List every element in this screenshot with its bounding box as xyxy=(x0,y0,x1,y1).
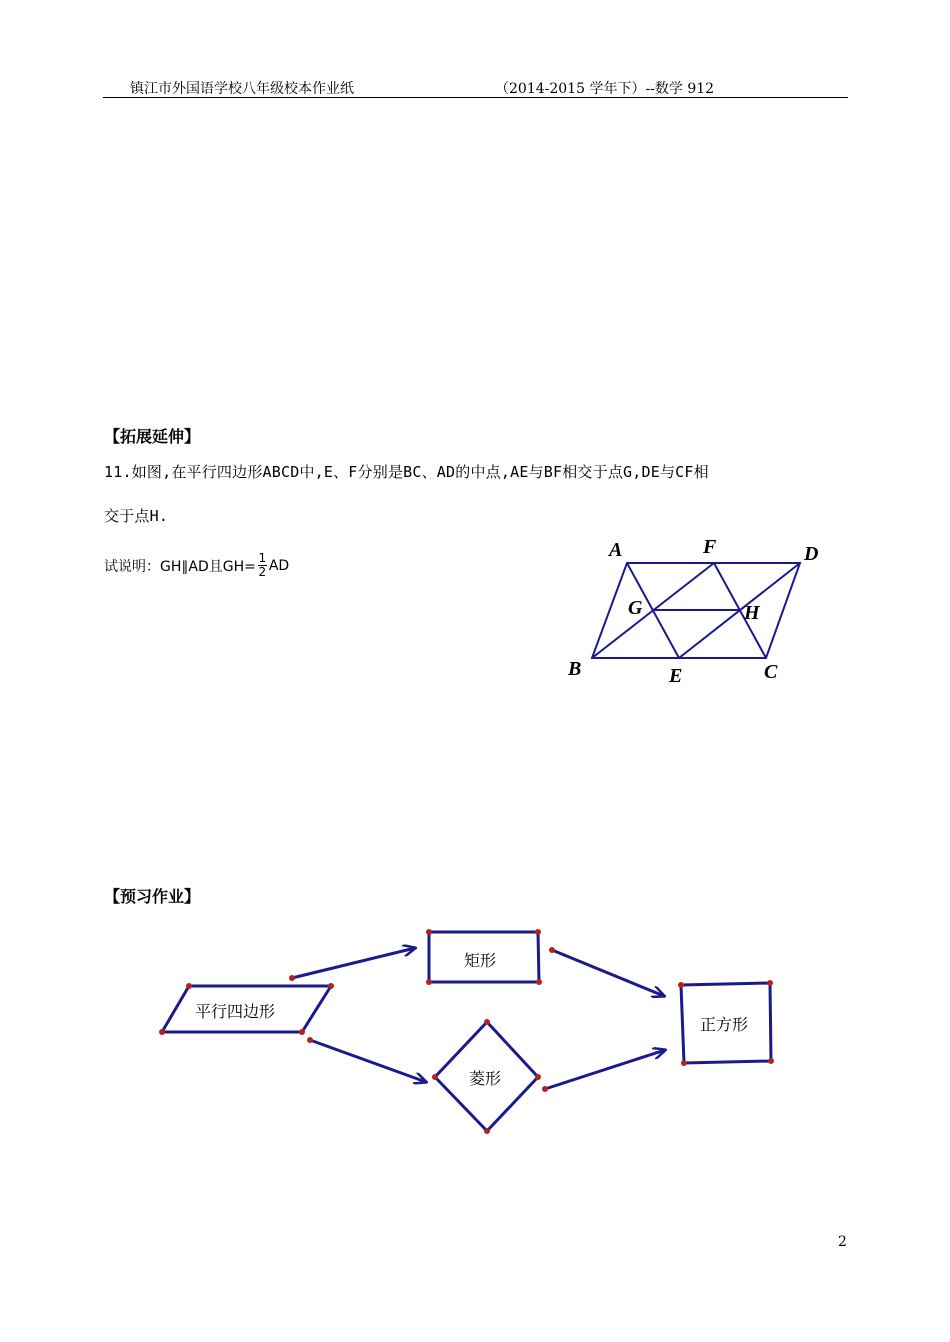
explain-prefix: 试说明：GH∥AD且GH= xyxy=(104,558,256,575)
section-title-preview: 【预习作业】 xyxy=(104,887,201,906)
label-g: G xyxy=(628,597,643,619)
arrow-to-rectangle xyxy=(292,948,415,978)
label-h: H xyxy=(744,602,760,624)
arrow-rhombus-to-square xyxy=(545,1050,665,1089)
parallelogram-abcd-figure xyxy=(592,563,800,658)
explain-suffix: AD xyxy=(268,557,290,574)
section-title-extension: 【拓展延伸】 xyxy=(104,427,201,446)
header-school-title: 镇江市外国语学校八年级校本作业纸 xyxy=(130,81,354,97)
problem-11-line2: 交于点H. xyxy=(104,507,169,525)
rhombus-label: 菱形 xyxy=(469,1069,502,1088)
rectangle-label: 矩形 xyxy=(464,951,497,970)
fraction-numerator: 1 xyxy=(258,551,267,565)
arrow-rectangle-to-square xyxy=(552,950,664,996)
label-d: D xyxy=(804,543,819,565)
label-b: B xyxy=(568,658,582,680)
label-a: A xyxy=(609,539,623,561)
quadrilateral-flow-diagram xyxy=(159,929,774,1134)
label-c: C xyxy=(764,661,778,683)
parallelogram-label: 平行四边形 xyxy=(195,1002,276,1021)
fraction-denominator: 2 xyxy=(258,565,267,579)
page-number: 2 xyxy=(838,1234,847,1250)
problem-11-line1: 11.如图,在平行四边形ABCD中,E、F分别是BC、AD的中点,AE与BF相交于点G,DE与CF相 xyxy=(104,463,709,481)
square-label: 正方形 xyxy=(700,1015,749,1034)
header-term-info: （2014-2015 学年下）--数学 912 xyxy=(495,81,715,97)
label-e: E xyxy=(669,665,683,687)
label-f: F xyxy=(703,536,717,558)
arrow-to-rhombus xyxy=(310,1040,426,1082)
